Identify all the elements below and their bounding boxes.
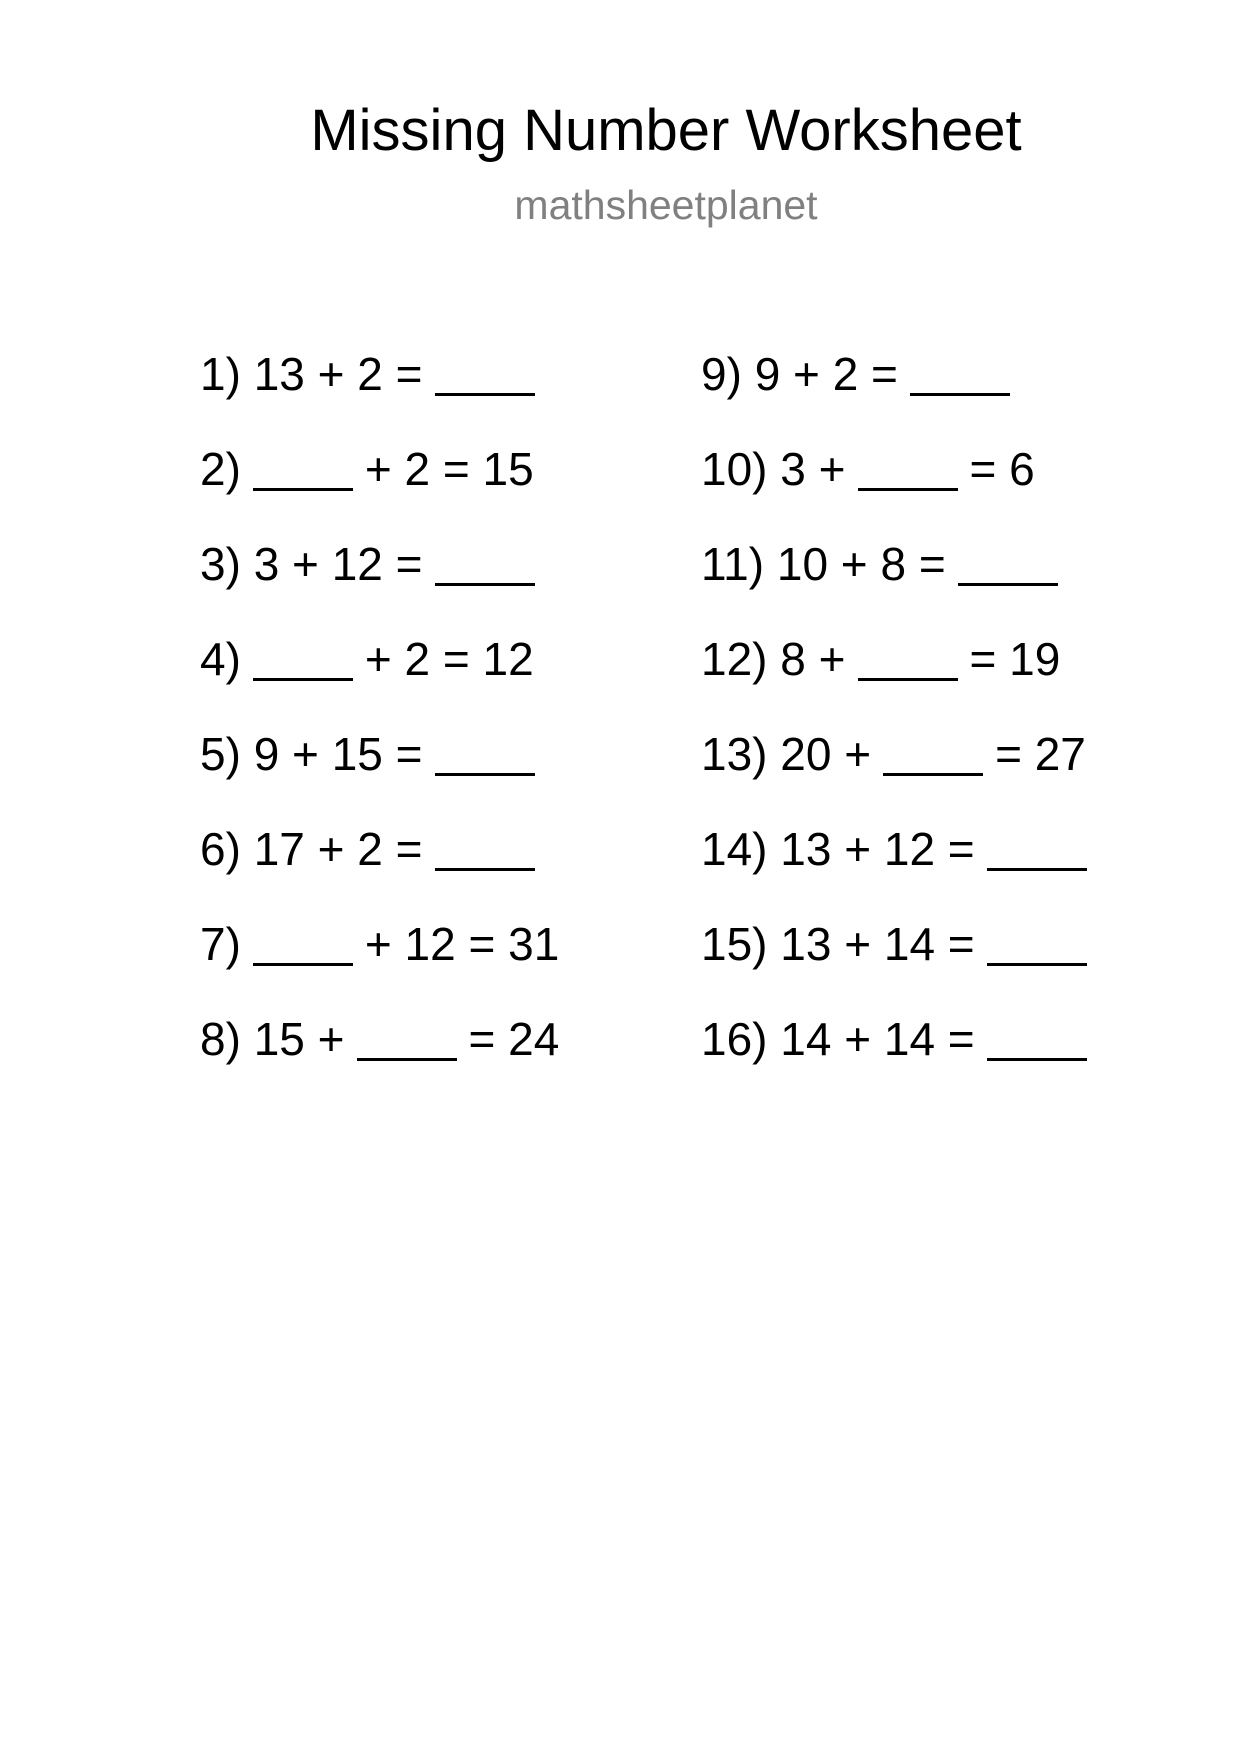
problem-item <box>701 819 1099 914</box>
problem-item <box>200 344 559 439</box>
problem-number: 11) <box>701 538 765 590</box>
problem-item <box>200 1009 559 1104</box>
problem-number: 1) <box>200 348 241 400</box>
problem-left-expr: 15 + <box>253 1013 345 1065</box>
problem-left-expr: 13 + 14 = <box>780 918 975 970</box>
problem-item <box>701 629 1099 724</box>
problem-number: 10) <box>701 443 768 495</box>
answer-blank[interactable] <box>253 962 353 966</box>
problem-column-right <box>701 344 1099 1104</box>
problem-number: 13) <box>701 728 768 780</box>
problem-number: 14) <box>701 823 768 875</box>
answer-blank[interactable] <box>987 867 1087 871</box>
problem-left-expr: 14 + 14 = <box>780 1013 975 1065</box>
worksheet-subtitle: mathsheetplanet <box>514 182 818 228</box>
problem-left-expr: 9 + 2 = <box>754 348 898 400</box>
answer-blank[interactable] <box>435 867 535 871</box>
answer-blank[interactable] <box>435 772 535 776</box>
problem-item <box>701 914 1099 1009</box>
problem-number: 5) <box>200 728 241 780</box>
problem-number: 15) <box>701 918 768 970</box>
answer-blank[interactable] <box>253 487 353 491</box>
worksheet-title: Missing Number Worksheet <box>310 98 1022 163</box>
problem-number: 3) <box>200 538 241 590</box>
answer-blank[interactable] <box>910 392 1010 396</box>
problem-right-expr: = 19 <box>969 633 1061 685</box>
problem-right-expr: + 2 = 12 <box>364 633 534 685</box>
problem-item <box>701 344 1099 439</box>
answer-blank[interactable] <box>858 677 958 681</box>
problem-right-expr: = 24 <box>468 1013 560 1065</box>
problem-item <box>200 914 559 1009</box>
problem-item <box>200 534 559 629</box>
problem-left-expr: 13 + 12 = <box>780 823 975 875</box>
answer-blank[interactable] <box>987 1057 1087 1061</box>
problem-right-expr: = 27 <box>995 728 1086 780</box>
problem-number: 4) <box>200 633 241 685</box>
problem-left-expr: 17 + 2 = <box>253 823 423 875</box>
problem-item <box>200 439 559 534</box>
problem-item <box>200 724 559 819</box>
answer-blank[interactable] <box>958 582 1058 586</box>
answer-blank[interactable] <box>253 677 353 681</box>
answer-blank[interactable] <box>435 392 535 396</box>
answer-blank[interactable] <box>357 1057 457 1061</box>
problem-item <box>200 819 559 914</box>
answer-blank[interactable] <box>858 487 958 491</box>
problem-right-expr: + 12 = 31 <box>364 918 560 970</box>
problem-number: 8) <box>200 1013 241 1065</box>
problem-column-left <box>200 344 559 1104</box>
problem-left-expr: 3 + 12 = <box>253 538 423 590</box>
problem-left-expr: 8 + <box>780 633 846 685</box>
problem-item <box>701 1009 1099 1104</box>
problem-item <box>200 629 559 724</box>
problem-item <box>701 724 1099 819</box>
problem-number: 9) <box>701 348 742 400</box>
problem-left-expr: 20 + <box>780 728 872 780</box>
problem-left-expr: 3 + <box>780 443 846 495</box>
problem-item <box>701 534 1099 629</box>
problem-number: 12) <box>701 633 768 685</box>
answer-blank[interactable] <box>987 962 1087 966</box>
problem-left-expr: 13 + 2 = <box>253 348 423 400</box>
problem-number: 16) <box>701 1013 768 1065</box>
problem-number: 2) <box>200 443 241 495</box>
problem-left-expr: 10 + 8 = <box>776 538 946 590</box>
problem-left-expr: 9 + 15 = <box>253 728 423 780</box>
answer-blank[interactable] <box>435 582 535 586</box>
problem-item <box>701 439 1099 534</box>
problem-right-expr: + 2 = 15 <box>364 443 534 495</box>
answer-blank[interactable] <box>883 772 983 776</box>
problem-right-expr: = 6 <box>969 443 1035 495</box>
problem-number: 7) <box>200 918 241 970</box>
problem-number: 6) <box>200 823 241 875</box>
